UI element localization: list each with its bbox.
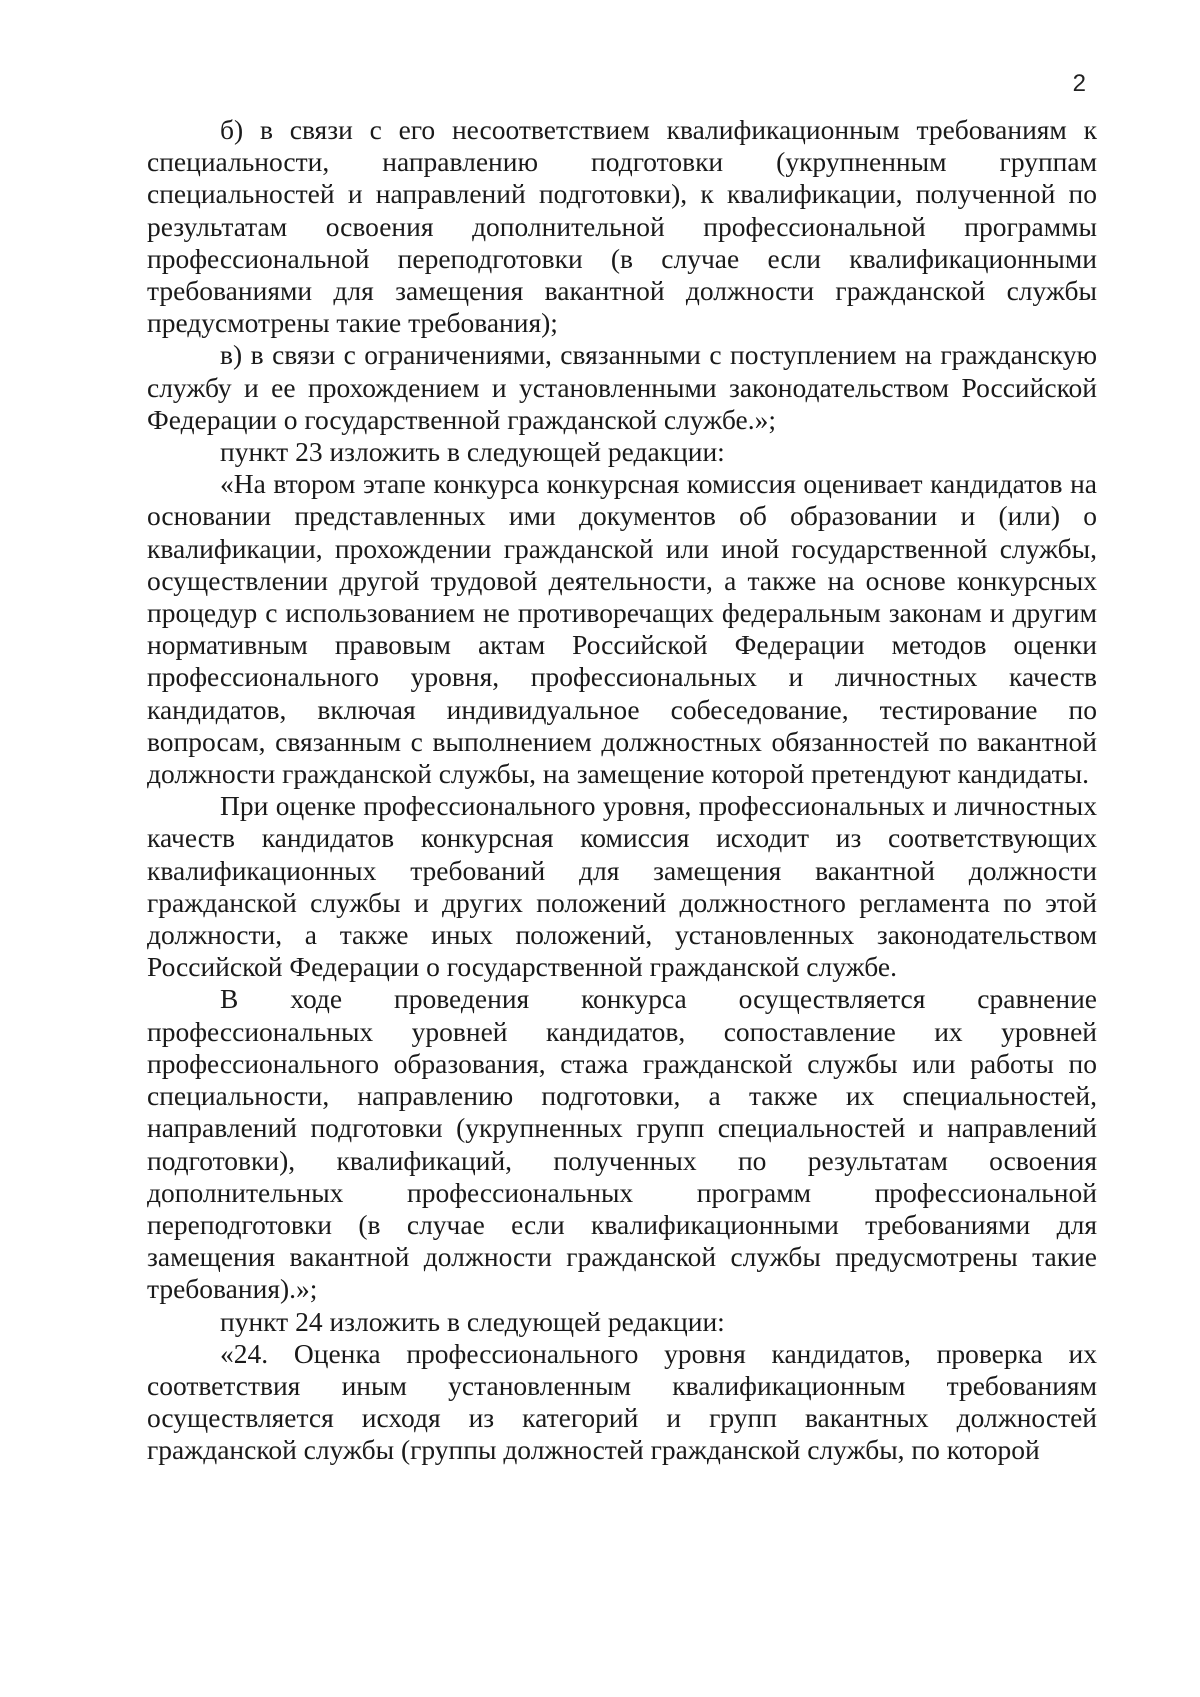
paragraph-comparison: В ходе проведения конкурса осуществляется сравнение профессиональных уровней кандидатов, сопоставление их уровней профессионального образования, стажа гражданской службы или работы по специальности, направлению подготовки, а также их специальностей, направлений подготовки (укрупненных групп специальностей и направлений подготовки), квалификаций, полученных по результатам освоения дополнительных профессиональных программ профессиональной переподготовки (в случае если квалификационными требованиями для замещения вакантной должности гражданской службы предусмотрены такие требования).»; xyxy=(147,983,1097,1305)
paragraph-b: б) в связи с его несоответствием квалификационным требованиям к специальности, направлению подготовки (укрупненным группам специальностей и направлений подготовки), к квалификации, полученной по результатам освоения дополнительной профессиональной программы профессиональной переподготовки (в случае если квалификационными требованиями для замещения вакантной должности гражданской службы предусмотрены такие требования); xyxy=(147,114,1097,339)
document-body xyxy=(147,114,1097,1467)
page-number: 2 xyxy=(1072,70,1086,97)
paragraph-point-24-text: «24. Оценка профессионального уровня кандидатов, проверка их соответствия иным установленным квалификационным требованиям осуществляется исходя из категорий и групп вакантных должностей гражданской службы (группы должностей гражданской службы, по которой xyxy=(147,1337,1097,1466)
paragraph-point-23-heading: пункт 23 изложить в следующей редакции: xyxy=(220,436,725,468)
paragraph-point-24-heading: пункт 24 изложить в следующей редакции: xyxy=(220,1305,725,1337)
paragraph-v: в) в связи с ограничениями, связанными с поступлением на гражданскую службу и ее прохождением и установленными законодательством Российской Федерации о государственной гражданской службе.»; xyxy=(147,339,1097,435)
paragraph-assessment: При оценке профессионального уровня, профессиональных и личностных качеств кандидатов конкурсная комиссия исходит из соответствующих квалификационных требований для замещения вакантной должности гражданской службы и других положений должностного регламента по этой должности, а также иных положений, установленных законодательством Российской Федерации о государственной гражданской службе. xyxy=(147,790,1097,983)
paragraph-point-23-text: «На втором этапе конкурса конкурсная комиссия оценивает кандидатов на основании представленных ими документов об образовании и (или) о квалификации, прохождении гражданской или иной государственной службы, осуществлении другой трудовой деятельности, а также на основе конкурсных процедур с использованием не противоречащих федеральным законам и другим нормативным правовым актам Российской Федерации методов оценки профессионального уровня, профессиональных и личностных качеств кандидатов, включая индивидуальное собеседование, тестирование по вопросам, связанным с выполнением должностных обязанностей по вакантной должности гражданской службы, на замещение которой претендуют кандидаты. xyxy=(147,468,1097,790)
